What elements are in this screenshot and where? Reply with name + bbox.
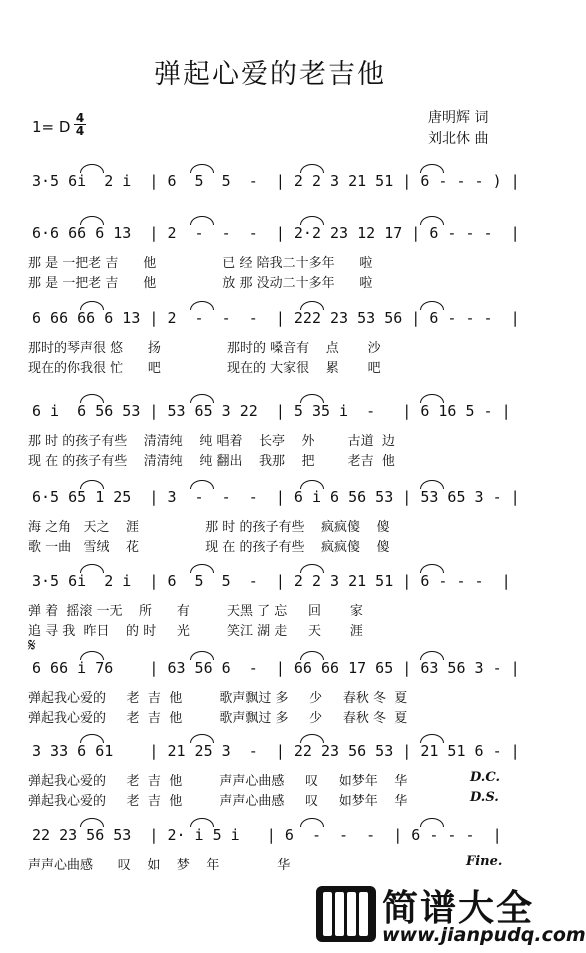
lyricist: 唐明辉 词 xyxy=(428,110,489,126)
music-system xyxy=(0,738,540,828)
notes-text: 3·5 6i 2 i | 6 5 5 - | 2 2 3 21 51 | 6 - - - | xyxy=(32,572,511,590)
segno-sign: 𝄋 xyxy=(28,635,36,656)
lyric-line: 那 是 一把老 吉 他 放 那 没动二十多年 啦 xyxy=(28,276,373,291)
music-system xyxy=(0,568,540,658)
time-numerator: 4 xyxy=(75,111,85,125)
notes-text: 6 i 6 56 53 | 53 65 3 22 | 5 35 i - | 6 16 5 - | xyxy=(32,402,511,420)
lyric-line: 海 之角 天之 涯 那 时 的孩子有些 疯疯傻 傻 xyxy=(28,520,390,535)
lyric-line: 那 是 一把老 吉 他 已 经 陪我二十多年 啦 xyxy=(28,256,373,271)
slur-mark xyxy=(80,164,104,173)
music-system xyxy=(0,305,540,395)
repeat-mark: D.C. xyxy=(470,770,500,785)
notes-text: 22 23 56 53 | 2· i 5 i | 6 - - - | 6 - - - | xyxy=(32,826,502,844)
music-system xyxy=(0,655,540,745)
lyric-line: 歌 一曲 雪绒 花 现 在 的孩子有些 疯疯傻 傻 xyxy=(28,540,390,555)
slur-mark xyxy=(420,394,444,403)
lyric-line: 现 在 的孩子有些 清清纯 纯 翻出 我那 把 老吉 他 xyxy=(28,454,395,469)
logo-text: 简谱大全 xyxy=(382,888,535,929)
lyric-line: 弹起我心爱的 老 吉 他 声声心曲感 叹 如梦年 华 xyxy=(28,774,408,789)
notes-text: 6 66 i 76 | 63 56 6 - | 66 66 17 65 | 63 56 3 - | xyxy=(32,659,520,677)
notes-text: 3·5 6i 2 i | 6 5 5 - | 2 2 3 21 51 | 6 - - - ) | xyxy=(32,172,520,190)
slur-mark xyxy=(300,394,324,403)
slur-mark xyxy=(300,164,324,173)
music-system xyxy=(0,484,540,574)
notes-text: 6 66 66 6 13 | 2 - - - | 222 23 53 56 | 6 - - - | xyxy=(32,309,520,327)
lyric-line: 追 寻 我 昨日 的 时 光 笑江 湖 走 天 涯 xyxy=(28,624,363,639)
notes-text: 3 33 6 61 | 21 25 3 - | 22 23 56 53 | 21 51 6 - | xyxy=(32,742,520,760)
lyric-line: 那 时 的孩子有些 清清纯 纯 唱着 长亭 外 古道 边 xyxy=(28,434,395,449)
repeat-mark: D.S. xyxy=(470,790,499,805)
page-title: 弹起心爱的老吉他 xyxy=(154,59,386,90)
notes-text: 6·6 66 6 13 | 2 - - - | 2·2 23 12 17 | 6 - - - | xyxy=(32,224,520,242)
lyric-line: 现在的你我很 忙 吧 现在的 大家很 累 吧 xyxy=(28,361,381,376)
lyric-line: 弹起我心爱的 老 吉 他 歌声飘过 多 少 春秋 冬 夏 xyxy=(28,711,408,726)
slur-mark xyxy=(420,164,444,173)
key-signature: 1= D xyxy=(32,118,71,136)
logo-url: www.jianpudq.com xyxy=(382,924,586,946)
lyric-line: 弹 着 摇滚 一无 所 有 天黑 了 忘 回 家 xyxy=(28,604,363,619)
lyric-line: 那时的琴声很 悠 扬 那时的 嗓音有 点 沙 xyxy=(28,341,381,356)
lyric-line: 弹起我心爱的 老 吉 他 声声心曲感 叹 如梦年 华 xyxy=(28,794,408,809)
slur-mark xyxy=(190,394,214,403)
composer: 刘北休 曲 xyxy=(428,131,489,147)
repeat-mark: Fine. xyxy=(466,854,503,869)
slur-mark xyxy=(80,394,104,403)
piano-keys-icon xyxy=(316,886,376,942)
lyric-line: 声声心曲感 叹 如 梦 年 华 xyxy=(28,858,291,873)
notes-text: 6·5 65 1 25 | 3 - - - | 6 i 6 56 53 | 53 65 3 - | xyxy=(32,488,520,506)
lyric-line: 弹起我心爱的 老 吉 他 歌声飘过 多 少 春秋 冬 夏 xyxy=(28,691,408,706)
music-system xyxy=(0,398,540,488)
time-signature xyxy=(74,112,86,137)
time-denominator: 4 xyxy=(75,124,85,138)
music-system xyxy=(0,220,540,310)
site-logo xyxy=(316,880,586,950)
credits xyxy=(428,108,488,150)
slur-mark xyxy=(190,164,214,173)
